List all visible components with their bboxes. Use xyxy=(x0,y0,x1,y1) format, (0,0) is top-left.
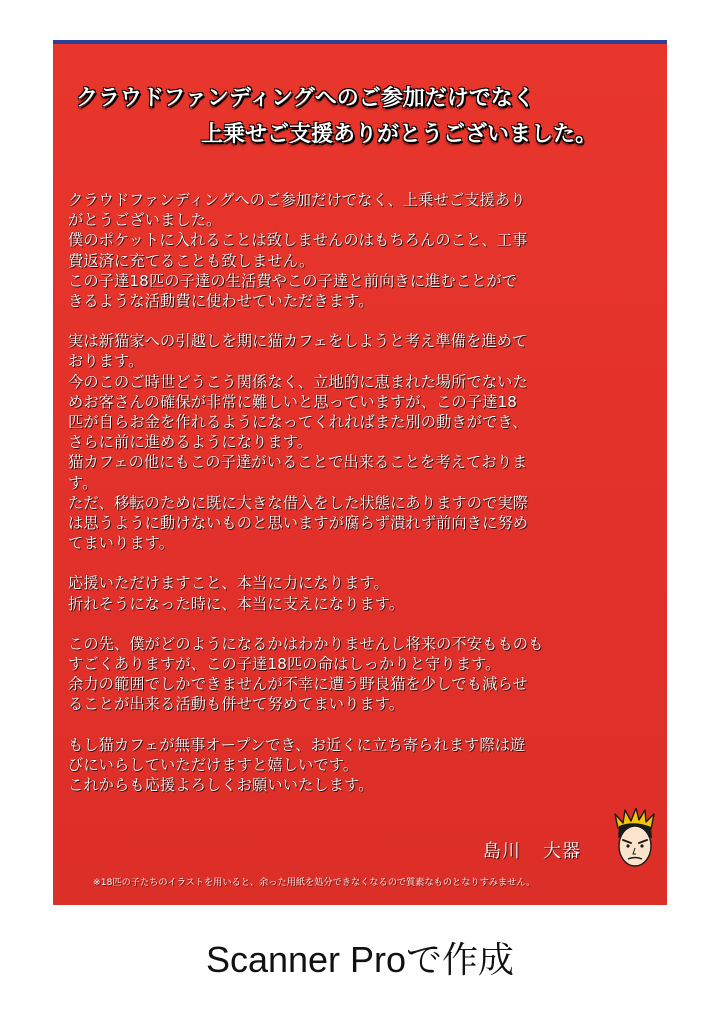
body-line: てまいります。 xyxy=(68,534,175,553)
body-line: ただ、移転のために既に大きな借入をした状態にありますので実際 xyxy=(68,493,529,512)
body-line: 匹が自らお金を作れるようになってくれればまた別の動きができ、 xyxy=(68,413,528,432)
body-line: すごくありますが、この子達18匹の命はしっかりと守ります。 xyxy=(68,655,501,674)
paragraph-gap xyxy=(68,311,660,331)
body-line: クラウドファンディングへのご参加だけでなく、上乗せご支援あり xyxy=(68,191,526,209)
body-line: 実は新猫家への引越しを期に猫カフェをしようと考え準備を進めて xyxy=(68,332,528,351)
body-line: 余力の範囲でしかできませんが不幸に遭う野良猫を少しでも減らせ xyxy=(68,675,528,694)
body-line: がとうございました。 xyxy=(68,211,222,230)
body-line: 僕のポケットに入れることは致しませんのはもちろんのこと、工事 xyxy=(68,231,528,250)
signature-given-name: 大器 xyxy=(543,841,581,862)
paper-top-edge xyxy=(53,40,667,44)
letter-body xyxy=(68,190,660,795)
signature-surname: 島川 xyxy=(483,841,521,862)
body-line: もし猫カフェが無事オープンでき、お近くに立ち寄られます際は遊 xyxy=(68,735,526,754)
paragraph-closing xyxy=(68,735,660,796)
scanner-caption: Scanner Proで作成 xyxy=(205,939,515,980)
paragraph-thanks xyxy=(68,190,660,311)
paragraph-future xyxy=(68,634,660,715)
body-line: は思うように動けないものと思いますが腐らず潰れず前向きに努め xyxy=(68,514,529,533)
letter-heading-line-1: クラウドファンディングへのご参加だけでなく xyxy=(76,86,535,111)
body-line: 猫カフェの他にもこの子達がいることで出来ることを考えておりま xyxy=(68,453,528,472)
body-line: ることが出来る活動も併せて努めてまいります。 xyxy=(68,695,405,714)
body-line: す。 xyxy=(68,473,98,492)
footnote: ※18匹の子たちのイラストを用いると、余った用紙を処分できなくなるので質素なものとなりすみません。 xyxy=(93,877,536,888)
letter-heading-line-2: 上乗せご支援ありがとうございました。 xyxy=(201,122,598,147)
body-line: これからも応援よろしくお願いいたします。 xyxy=(68,776,374,795)
body-line: おります。 xyxy=(68,352,144,371)
paragraph-gap xyxy=(68,553,660,573)
body-line: 費返済に充てることも致しません。 xyxy=(68,251,315,270)
body-line: この先、僕がどのようになるかはわかりませんし将来の不安もものも xyxy=(68,634,544,653)
body-line: この子達18匹の子達の生活費やこの子達と前向きに進むことがで xyxy=(68,271,518,290)
body-line: 応援いただけますこと、本当に力になります。 xyxy=(68,574,389,593)
paragraph-gap xyxy=(68,614,660,634)
body-line: 折れそうになった時に、本当に支えになります。 xyxy=(68,594,405,613)
cartoon-face-icon xyxy=(611,808,657,870)
paragraph-support xyxy=(68,573,660,613)
body-line: めお客さんの確保が非常に難しいと思っていますが、この子達18 xyxy=(68,392,518,411)
body-line: きるような活動費に使わせていただきます。 xyxy=(68,292,374,311)
paragraph-gap xyxy=(68,715,660,735)
body-line: びにいらしていただけますと嬉しいです。 xyxy=(68,755,359,774)
body-line: さらに前に進めるようになります。 xyxy=(68,433,313,452)
signature xyxy=(483,840,581,864)
body-line: 今のこのご時世どうこう関係なく、立地的に恵まれた場所でないた xyxy=(68,372,528,391)
paragraph-cat-cafe xyxy=(68,331,660,553)
scanned-letter xyxy=(53,40,667,905)
